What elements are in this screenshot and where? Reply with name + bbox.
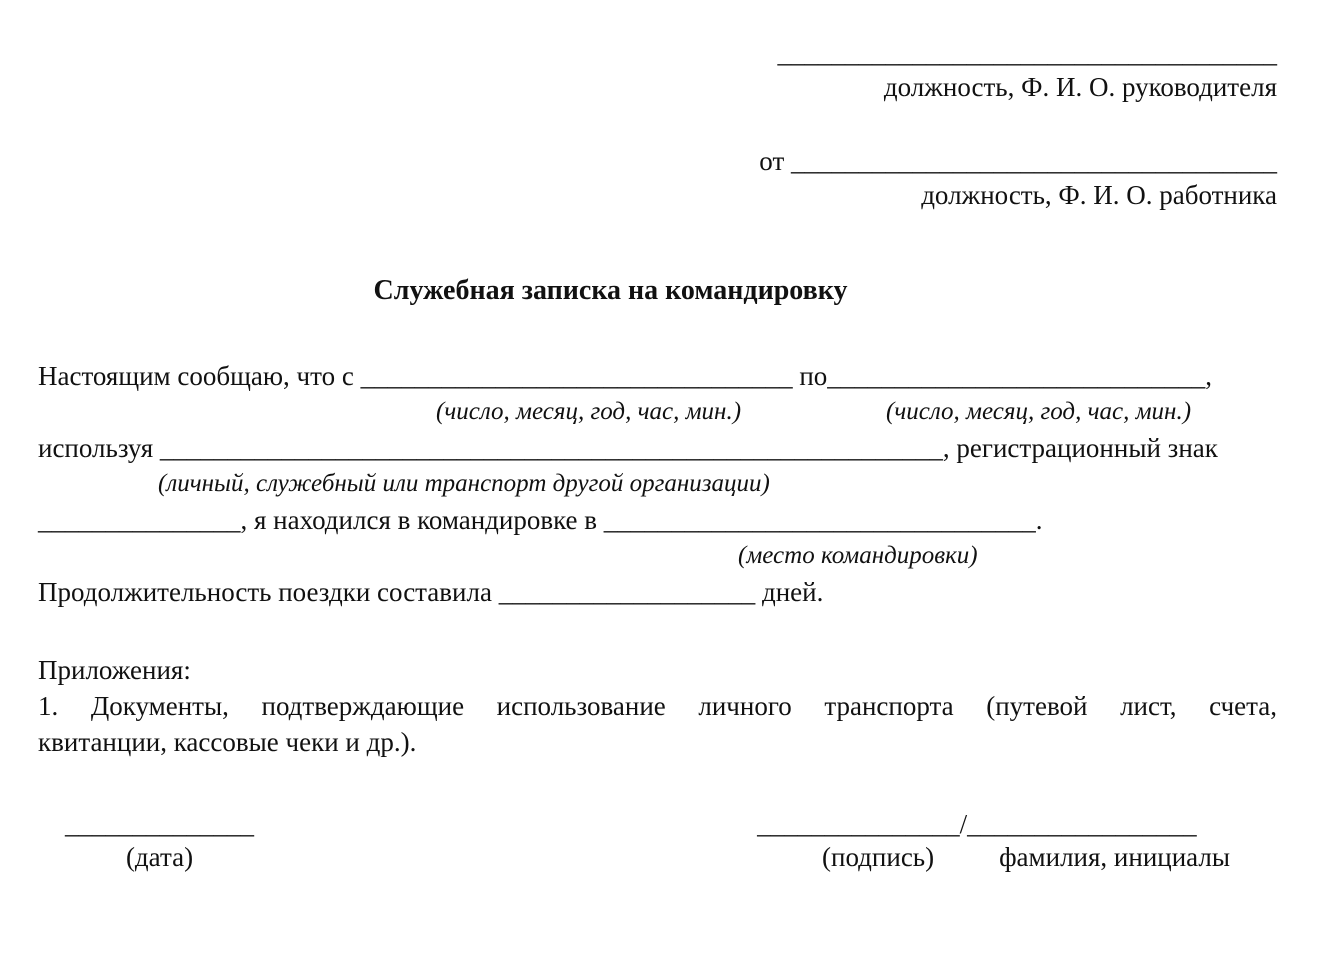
vehicle-blank: __________________________________________________________ — [159, 433, 943, 463]
opening-text: Настоящим сообщаю, что с — [38, 361, 354, 391]
reg-sign-text: , регистрационный знак — [942, 433, 1218, 463]
dot-text: . — [1035, 505, 1043, 535]
from-line — [38, 144, 1277, 178]
signature-section — [38, 808, 1277, 874]
date-caption: (дата) — [125, 842, 194, 872]
dates-line — [38, 358, 1277, 394]
date-to-blank: ____________________________ — [827, 361, 1206, 391]
datetime-hint-2: (число, месяц, год, час, мин.) — [886, 398, 1192, 425]
slash-separator: / — [959, 809, 968, 839]
duration-line — [38, 574, 1277, 610]
datetime-hint-1: (число, месяц, год, час, мин.) — [436, 398, 742, 425]
signature-block — [757, 808, 1230, 874]
date-block — [65, 808, 254, 874]
addressee-block — [38, 36, 1277, 212]
fullname-blank: _________________ — [967, 809, 1197, 839]
po-text: по — [799, 361, 828, 391]
employee-caption: должность, Ф. И. О. работника — [921, 180, 1277, 210]
signature-line — [757, 808, 1230, 841]
using-text: используя — [38, 433, 154, 463]
place-hint: (место командировки) — [738, 542, 978, 569]
trip-place-line — [38, 502, 1277, 538]
place-hint-row — [38, 538, 1277, 574]
from-prefix: от — [759, 146, 785, 176]
manager-name-blank: _____________________________________ — [777, 38, 1277, 68]
attachment-item-line1: 1. Документы, подтверждающие использование личного транспорта (путевой лист, счета, — [38, 691, 1277, 721]
duration-text: Продолжительность поездки составила — [38, 577, 492, 607]
signature-caption: (подпись) — [822, 842, 935, 872]
days-blank: ___________________ — [498, 577, 756, 607]
attachments-block — [38, 652, 1277, 760]
days-word: дней. — [761, 577, 824, 607]
trip-text: , я находился в командировке в — [240, 505, 598, 535]
document-title: Служебная записка на командировку — [373, 275, 848, 306]
employee-name-blank: ____________________________________ — [791, 146, 1277, 176]
vehicle-hint-row — [38, 466, 1277, 502]
vehicle-hint: (личный, служебный или транспорт другой организации) — [158, 470, 770, 497]
vehicle-line — [38, 430, 1277, 466]
datetime-hint-row — [38, 394, 1277, 430]
place-blank: ________________________________ — [603, 505, 1036, 535]
signature-blank: _______________ — [757, 809, 960, 839]
attachments-heading: Приложения: — [38, 655, 191, 685]
body-paragraph — [38, 358, 1277, 610]
signature-captions — [757, 841, 1230, 874]
manager-caption: должность, Ф. И. О. руководителя — [883, 72, 1277, 102]
date-blank: ______________ — [65, 809, 254, 839]
fullname-caption: фамилия, инициалы — [999, 842, 1230, 872]
comma-text: , — [1205, 361, 1213, 391]
reg-number-blank: _______________ — [38, 505, 241, 535]
date-from-blank: ________________________________ — [360, 361, 793, 391]
attachment-item-line2: квитанции, кассовые чеки и др.). — [38, 727, 417, 757]
